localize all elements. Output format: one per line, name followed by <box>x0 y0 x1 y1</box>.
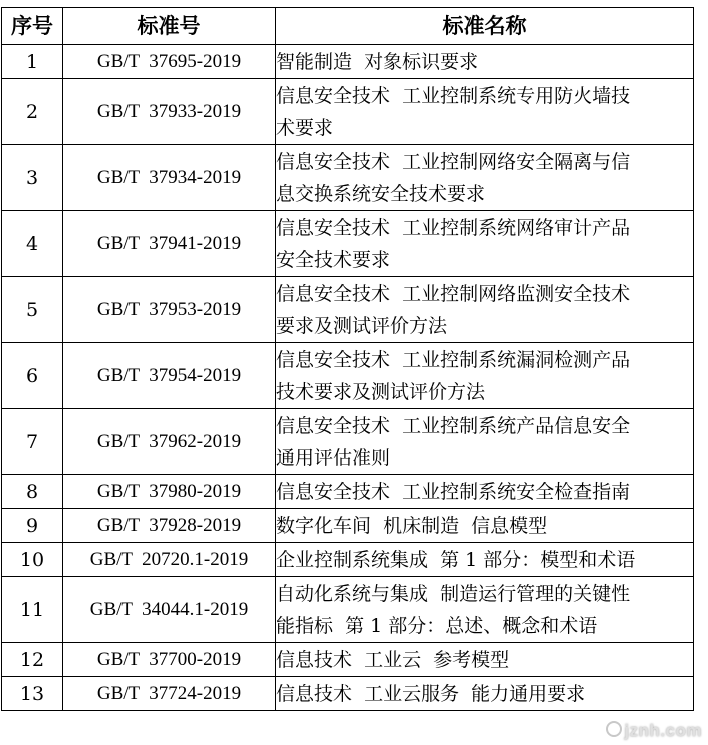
standard-name-line: 智能制造 对象标识要求 <box>276 50 479 73</box>
header-standard-code: 标准号 <box>63 8 276 45</box>
standard-name-line: 信息技术 工业云服务 能力通用要求 <box>276 682 586 705</box>
row-standard-code: GB/T 37980-2019 <box>63 475 276 509</box>
standard-name-line: 技术要求及测试评价方法 <box>276 380 486 403</box>
row-standard-code: GB/T 37953-2019 <box>63 277 276 343</box>
standard-name-line: 信息安全技术 工业控制系统安全检查指南 <box>276 480 631 503</box>
row-standard-code: GB/T 37724-2019 <box>63 677 276 711</box>
standard-name-line: 信息安全技术 工业控制系统产品信息安全 <box>276 414 631 437</box>
row-standard-name <box>276 343 694 409</box>
standard-name-line: 自动化系统与集成 制造运行管理的关键性 <box>276 582 631 605</box>
table-row <box>2 577 694 643</box>
standard-name-line: 信息安全技术 工业控制网络监测安全技术 <box>276 282 631 305</box>
watermark <box>606 721 702 741</box>
row-standard-name <box>276 277 694 343</box>
standard-name-line: 要求及测试评价方法 <box>276 314 448 337</box>
row-serial-number: 4 <box>2 211 63 277</box>
table-row <box>2 543 694 577</box>
row-standard-code: GB/T 37934-2019 <box>63 145 276 211</box>
row-serial-number: 8 <box>2 475 63 509</box>
row-standard-name <box>276 409 694 475</box>
standard-name-line: 企业控制系统集成 第 1 部分：模型和术语 <box>276 548 636 571</box>
row-standard-code: GB/T 37954-2019 <box>63 343 276 409</box>
row-standard-name <box>276 45 694 79</box>
table-header-row <box>2 8 694 45</box>
row-standard-name <box>276 577 694 643</box>
row-serial-number: 10 <box>2 543 63 577</box>
table-row <box>2 211 694 277</box>
row-standard-code: GB/T 37928-2019 <box>63 509 276 543</box>
header-serial-number: 序号 <box>2 8 63 45</box>
row-serial-number: 5 <box>2 277 63 343</box>
standard-name-line: 信息安全技术 工业控制系统漏洞检测产品 <box>276 348 631 371</box>
row-standard-code: GB/T 37695-2019 <box>63 45 276 79</box>
table-row <box>2 45 694 79</box>
standard-name-line: 数字化车间 机床制造 信息模型 <box>276 514 548 537</box>
table-row <box>2 409 694 475</box>
row-standard-name <box>276 677 694 711</box>
row-serial-number: 9 <box>2 509 63 543</box>
row-serial-number: 1 <box>2 45 63 79</box>
standard-name-line: 信息安全技术 工业控制系统网络审计产品 <box>276 216 631 239</box>
circle-logo-icon <box>606 721 622 737</box>
row-standard-name <box>276 79 694 145</box>
row-standard-name <box>276 211 694 277</box>
row-serial-number: 13 <box>2 677 63 711</box>
row-standard-code: GB/T 37933-2019 <box>63 79 276 145</box>
row-standard-name <box>276 509 694 543</box>
row-serial-number: 6 <box>2 343 63 409</box>
table-row <box>2 277 694 343</box>
row-serial-number: 11 <box>2 577 63 643</box>
row-standard-code: GB/T 37941-2019 <box>63 211 276 277</box>
table-row <box>2 79 694 145</box>
table-row <box>2 145 694 211</box>
table-row <box>2 643 694 677</box>
standard-name-line: 息交换系统安全技术要求 <box>276 182 486 205</box>
row-standard-name <box>276 543 694 577</box>
watermark-text: jznh.com <box>624 721 702 740</box>
standard-name-line: 通用评估准则 <box>276 446 391 469</box>
row-standard-code: GB/T 34044.1-2019 <box>63 577 276 643</box>
row-serial-number: 12 <box>2 643 63 677</box>
standard-name-line: 能指标 第 1 部分：总述、概念和术语 <box>276 614 598 637</box>
table-row <box>2 343 694 409</box>
table-body <box>2 45 694 711</box>
row-standard-name <box>276 643 694 677</box>
row-serial-number: 3 <box>2 145 63 211</box>
standard-name-line: 信息技术 工业云 参考模型 <box>276 648 510 671</box>
standard-name-line: 安全技术要求 <box>276 248 391 271</box>
table-row <box>2 677 694 711</box>
table-row <box>2 475 694 509</box>
standard-name-line: 信息安全技术 工业控制网络安全隔离与信 <box>276 150 631 173</box>
row-standard-name <box>276 475 694 509</box>
standard-name-line: 术要求 <box>276 116 334 139</box>
row-standard-name <box>276 145 694 211</box>
row-standard-code: GB/T 37700-2019 <box>63 643 276 677</box>
row-standard-code: GB/T 37962-2019 <box>63 409 276 475</box>
row-serial-number: 2 <box>2 79 63 145</box>
header-standard-name: 标准名称 <box>276 8 694 45</box>
standards-table <box>1 7 694 711</box>
table-row <box>2 509 694 543</box>
standard-name-line: 信息安全技术 工业控制系统专用防火墙技 <box>276 84 631 107</box>
row-serial-number: 7 <box>2 409 63 475</box>
row-standard-code: GB/T 20720.1-2019 <box>63 543 276 577</box>
